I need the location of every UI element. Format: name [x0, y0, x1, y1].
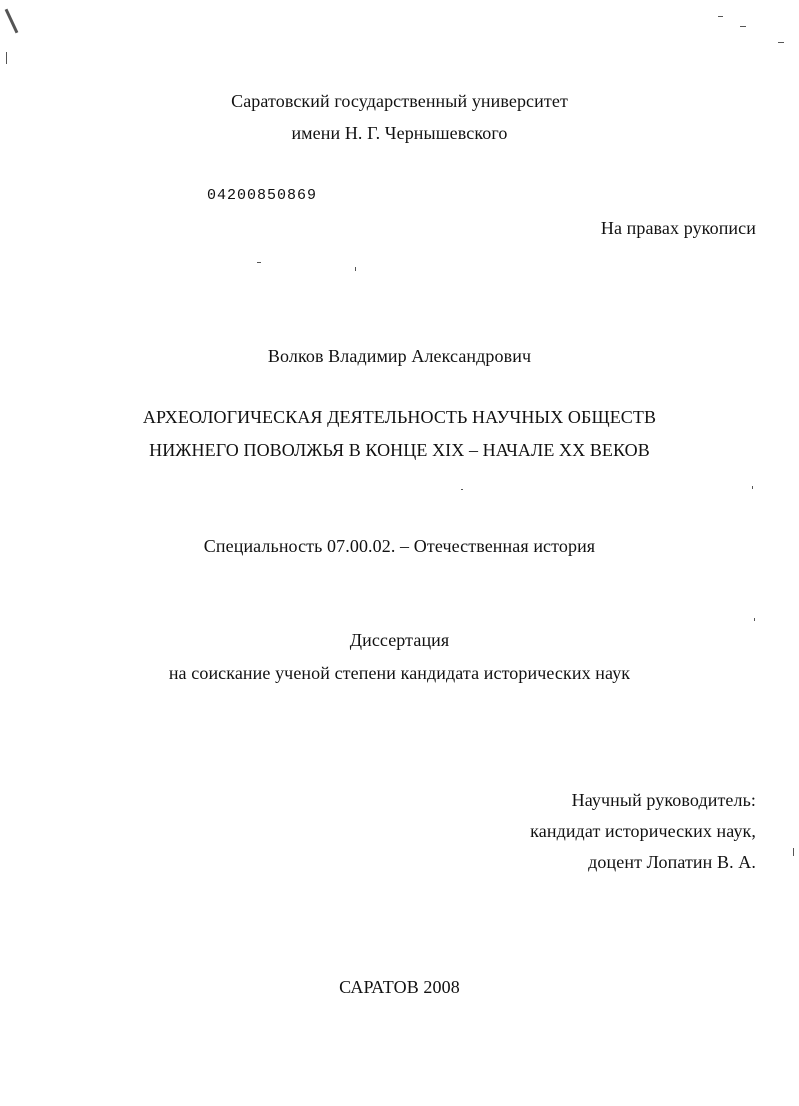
- scan-mark-right-3: [793, 848, 794, 856]
- author-name: Волков Владимир Александрович: [267, 346, 532, 366]
- scan-mark-right: [752, 486, 753, 489]
- supervisor-label: Научный руководитель:: [571, 790, 756, 810]
- university-name: Саратовский государственный университет: [231, 91, 568, 111]
- scan-mark-top-right-3: [778, 42, 784, 43]
- rights-note: На правах рукописи: [600, 218, 756, 238]
- university-name-line2: имени Н. Г. Чернышевского: [291, 123, 508, 143]
- supervisor-degree: кандидат исторических наук,: [530, 821, 756, 841]
- scan-mark-top-right: [718, 16, 723, 17]
- scan-mark-top-right-2: [740, 26, 746, 27]
- scan-mark-mid-left: [257, 262, 261, 263]
- scan-mark-left: [6, 52, 7, 64]
- dissertation-title-line2: НИЖНЕГО ПОВОЛЖЬЯ В КОНЦЕ XIX – НАЧАЛЕ XX ВЕКОВ: [149, 440, 650, 460]
- work-type: Диссертация: [349, 630, 450, 650]
- catalog-number: 04200850869: [207, 187, 318, 204]
- scan-mark-right-2: [754, 618, 755, 621]
- supervisor-name: доцент Лопатин В. А.: [588, 852, 756, 872]
- dissertation-title-line1: АРХЕОЛОГИЧЕСКАЯ ДЕЯТЕЛЬНОСТЬ НАУЧНЫХ ОБЩЕСТВ: [142, 407, 657, 427]
- scan-mark-top-left: [5, 9, 19, 34]
- scan-mark-dot: [461, 489, 463, 490]
- scan-mark-mid: [355, 267, 356, 271]
- degree-description: на соискание ученой степени кандидата исторических наук: [168, 663, 631, 683]
- specialty: Специальность 07.00.02. – Отечественная история: [203, 536, 596, 556]
- place-year: САРАТОВ 2008: [339, 977, 460, 997]
